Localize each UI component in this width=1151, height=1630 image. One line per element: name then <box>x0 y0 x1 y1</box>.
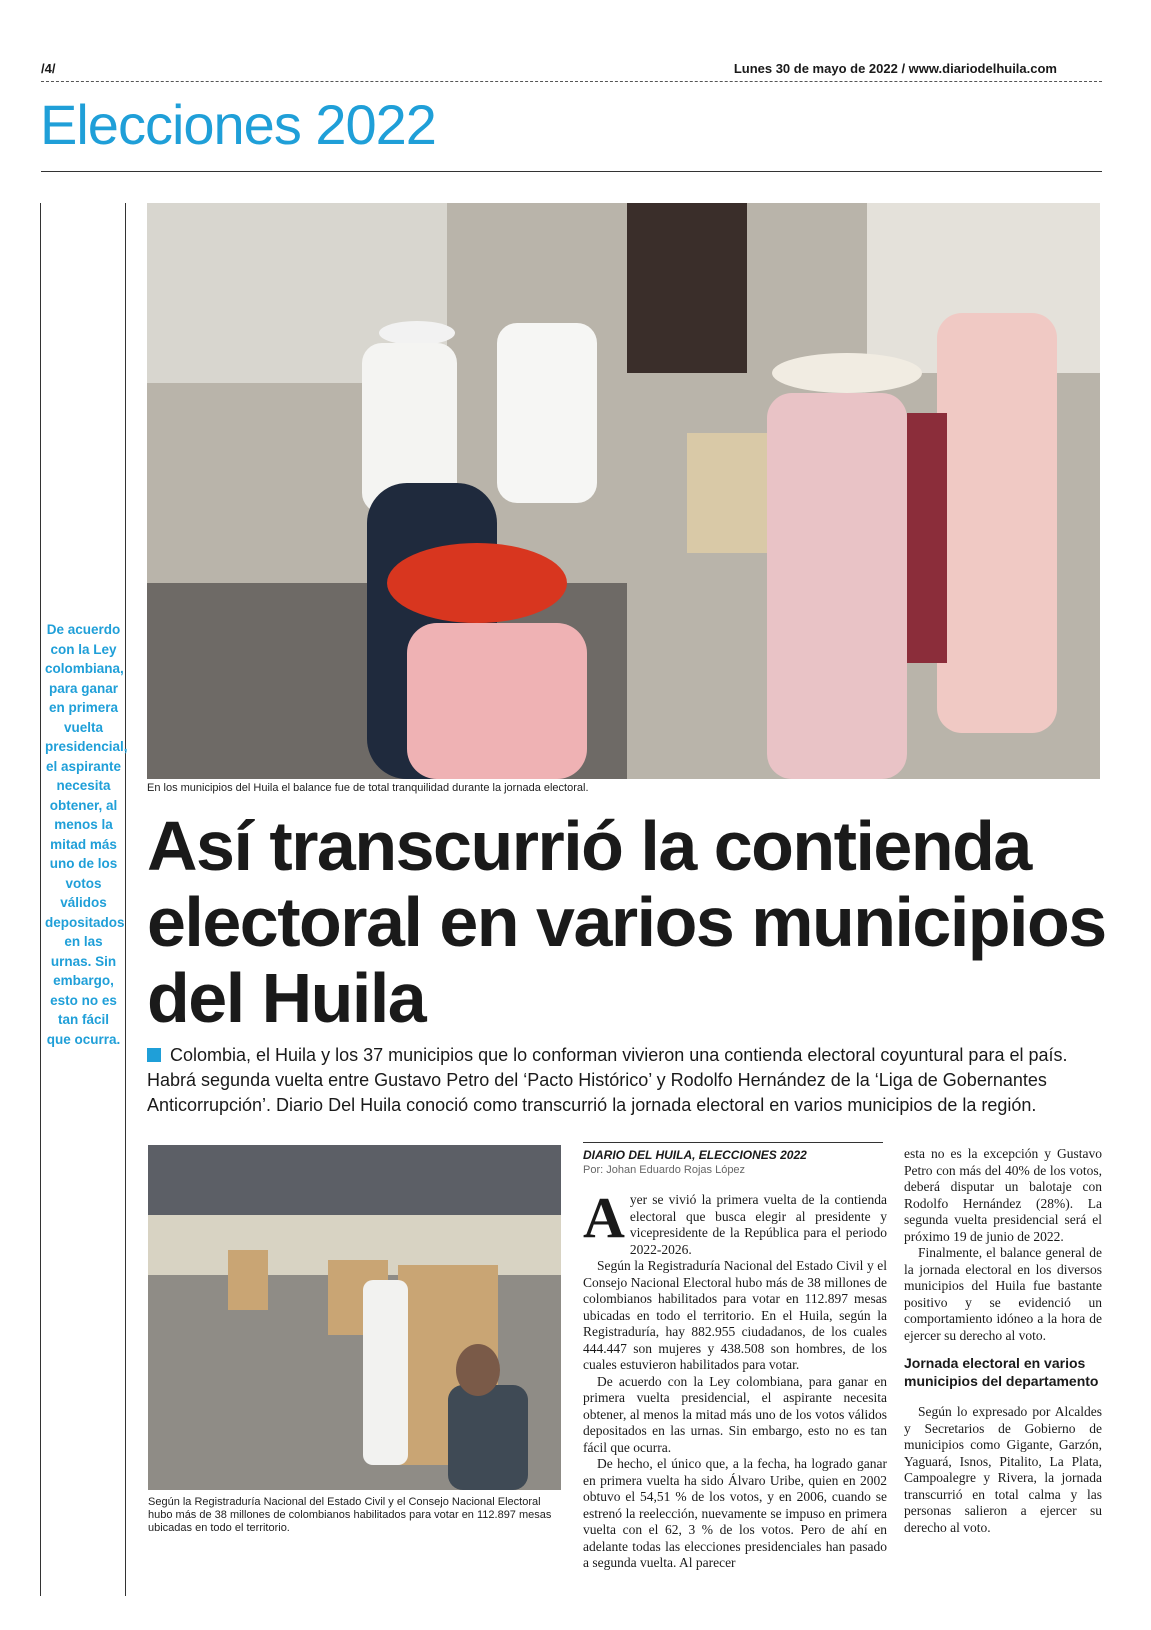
article-column-1 <box>583 1185 887 1572</box>
second-photo <box>148 1145 561 1490</box>
byline-label: DIARIO DEL HUILA, ELECCIONES 2022 <box>583 1148 807 1162</box>
paragraph-1 <box>583 1185 887 1258</box>
paragraph-3: De acuerdo con la Ley colombiana, para ganar en primera vuelta presidencial, el aspirante necesita obtener, al menos la mitad más uno de los votos válidos depositados en las urnas. Sin embargo, esto no es tan fácil que ocurra. <box>583 1373 887 1455</box>
subheading: Jornada electoral en varios municipios del departamento <box>904 1355 1099 1389</box>
sidebar-quote: De acuerdo con la Ley colombiana, para ganar en primera vuelta presidencial, el aspirante necesita obtener, al menos la mitad más uno de los votos válidos depositados en las urnas. Sin embargo, esto no es tan fácil que ocurra. <box>45 622 128 1047</box>
main-photo-caption: En los municipios del Huila el balance fue de total tranquilidad durante la jornada electoral. <box>147 782 589 794</box>
article-column-2 <box>904 1146 1102 1536</box>
sidebar-right-rule <box>125 203 126 1596</box>
lead-paragraph <box>147 1043 1107 1118</box>
top-divider <box>41 81 1102 82</box>
byline-divider <box>583 1142 883 1143</box>
drop-cap: A <box>583 1185 625 1250</box>
paragraph-4-continued: esta no es la excepción y Gustavo Petro con más del 40% de los votos, deberá disputar un balotaje con Rodolfo Hernández (28%). La segunda vuelta presidencial será el próximo 19 de junio de 2022. <box>904 1146 1102 1244</box>
second-photo-caption: Según la Registraduría Nacional del Estado Civil y el Consejo Nacional Electoral hubo más de 38 millones de colombianos habilitados para votar en 112.897 mesas ubicadas en todo el territorio. <box>148 1496 552 1534</box>
paragraph-5: Finalmente, el balance general de la jornada electoral en los diversos municipios del Huila fue bastante positivo y se evidenció un comportamiento idóneo a la hora de ejercer su derecho al voto. <box>904 1245 1102 1343</box>
section-divider <box>41 171 1102 172</box>
lead-text: Colombia, el Huila y los 37 municipios que lo conforman vivieron una contienda electoral coyuntural para el país. Habrá segunda vuelta entre Gustavo Petro del ‘Pacto Histórico’ y Rodolfo Hernández de la ‘Liga de Gobernantes Anticorrupción’. Diario Del Huila conoció como transcurrió la jornada electoral en varios municipios de la región. <box>147 1045 1068 1115</box>
lead-bullet-icon <box>147 1048 161 1062</box>
page-number: /4/ <box>41 61 56 76</box>
header-date-site: Lunes 30 de mayo de 2022 / www.diariodelhuila.com <box>733 61 1057 76</box>
paragraph-6: Según lo expresado por Alcaldes y Secretarios de Gobierno de municipios como Gigante, Garzón, Yaguará, Isnos, Pitalito, La Plata, Campoalegre y Rivera, la jornada transcurrió en total calma y las personas salieron a ejercer su derecho al voto. <box>904 1404 1102 1535</box>
paragraph-1-text: yer se vivió la primera vuelta de la contienda electoral que busca elegir al presidente y vicepresidente de la República para el periodo 2022-2026. <box>629 1192 887 1257</box>
headline: Así transcurrió la contienda electoral en varios municipios del Huila <box>147 807 1106 1037</box>
paragraph-4: De hecho, el único que, a la fecha, ha logrado ganar en primera vuelta ha sido Álvaro Uribe, quien en 2002 obtuvo el 54,51 % de los votos, y en 2006, cuando se estrenó la reelección, nuevamente se impuso en primera vuelta con el 62, 3 % de los votos. Pero de ahí en adelante todas las elecciones presidenciales han pasado a segunda vuelta. Al parecer <box>583 1456 887 1570</box>
section-title: Elecciones 2022 <box>40 93 436 156</box>
paragraph-2: Según la Registraduría Nacional del Estado Civil y el Consejo Nacional Electoral hubo más de 38 millones de colombianos habilitados para votar en 112.897 mesas ubicadas en todo el territorio. En el Huila, según la Registraduría, hay 882.955 ciudadanos, de los cuales 444.447 son mujeres y 438.508 son hombres, de los cuales estuvieron habilitados para votar. <box>583 1258 887 1372</box>
sidebar-left-rule <box>40 203 41 1596</box>
byline-author: Por: Johan Eduardo Rojas López <box>583 1164 746 1176</box>
main-photo <box>147 203 1100 779</box>
